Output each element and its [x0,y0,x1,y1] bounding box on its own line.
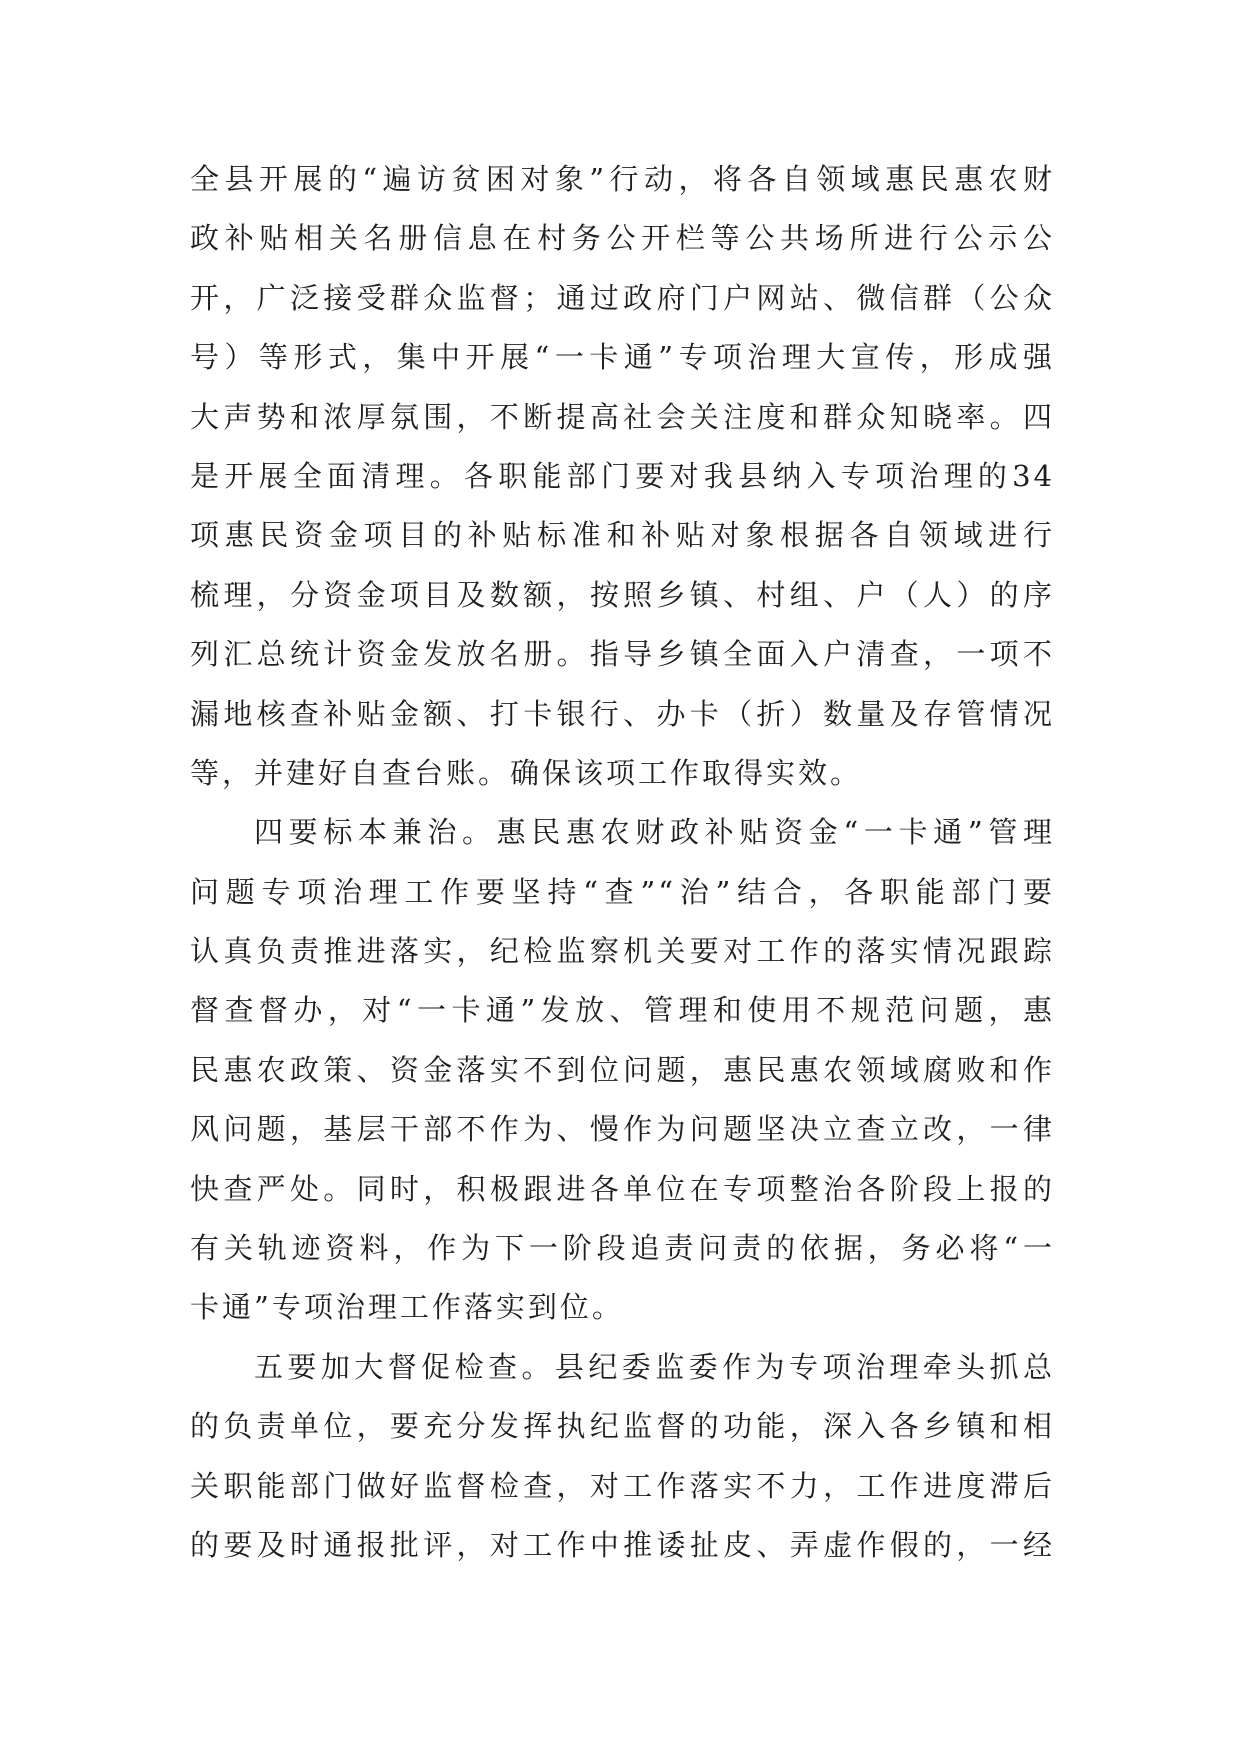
text-line: 快查严处。同时，积极跟进各单位在专项整治各阶段上报的 [190,1171,1055,1206]
text-line: 风问题，基层干部不作为、慢作为问题坚决立查立改，一律 [190,1112,1055,1147]
text-line: 关职能部门做好监督检查，对工作落实不力，工作进度滞后 [190,1468,1055,1503]
text-line: 是开展全面清理。各职能部门要对我县纳入专项治理的34 [190,458,1055,493]
text-line: 卡通”专项治理工作落实到位。 [190,1290,624,1325]
text-line: 四要标本兼治。惠民惠农财政补贴资金“一卡通”管理 [254,815,1055,850]
text-line: 等，并建好自查台账。确保该项工作取得实效。 [190,755,863,790]
paragraph [190,1338,1055,1576]
text-line: 漏地核查补贴金额、打卡银行、办卡（折）数量及存管情况 [190,696,1055,731]
text-line: 大声势和浓厚氛围，不断提高社会关注度和群众知晓率。四 [190,399,1055,434]
text-line: 督查督办，对“一卡通”发放、管理和使用不规范问题，惠 [190,993,1055,1028]
text-line: 问题专项治理工作要坚持“查”“治”结合，各职能部门要 [190,874,1055,909]
paragraph [190,803,1055,1338]
text-line: 全县开展的“遍访贫困对象”行动，将各自领域惠民惠农财 [190,162,1055,196]
text-line: 项惠民资金项目的补贴标准和补贴对象根据各自领域进行 [190,518,1055,553]
text-line: 民惠农政策、资金落实不到位问题，惠民惠农领域腐败和作 [190,1052,1055,1087]
text-line: 的要及时通报批评，对工作中推诿扯皮、弄虚作假的，一经 [190,1527,1055,1562]
document-body [190,150,1055,1575]
text-line: 列汇总统计资金发放名册。指导乡镇全面入户清查，一项不 [190,637,1055,672]
text-line: 有关轨迹资料，作为下一阶段追责问责的依据，务必将“一 [190,1231,1055,1266]
text-line: 认真负责推进落实，纪检监察机关要对工作的落实情况跟踪 [190,934,1055,969]
text-line: 开，广泛接受群众监督；通过政府门户网站、微信群（公众 [190,280,1055,315]
text-line: 五要加大督促检查。县纪委监委作为专项治理牵头抓总 [254,1349,1055,1384]
text-line: 梳理，分资金项目及数额，按照乡镇、村组、户（人）的序 [190,577,1055,612]
text-line: 的负责单位，要充分发挥执纪监督的功能，深入各乡镇和相 [190,1409,1055,1444]
text-line: 号）等形式，集中开展“一卡通”专项治理大宣传，形成强 [190,340,1055,375]
text-line: 政补贴相关名册信息在村务公开栏等公共场所进行公示公 [190,221,1055,256]
paragraph [190,150,1055,803]
